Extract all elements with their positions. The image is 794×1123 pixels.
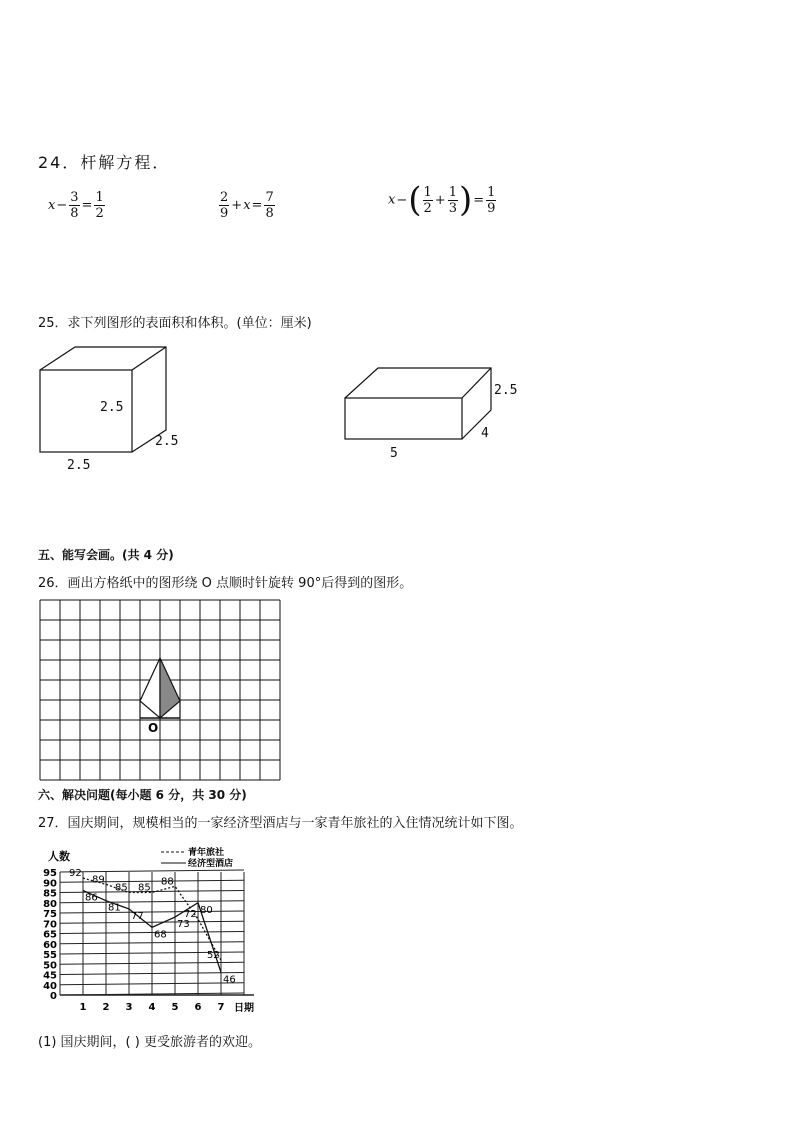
chart-data-label: 80 xyxy=(200,904,213,916)
eq3-equals: = xyxy=(473,192,485,208)
chart-y-tick-label: 40 xyxy=(43,980,57,992)
eq3-left-paren: ( xyxy=(408,180,422,220)
chart-y-tick-label: 70 xyxy=(43,919,57,931)
chart-y-tick-label: 60 xyxy=(43,939,57,951)
eq1-equals: = xyxy=(81,198,93,213)
eq2-fraction-a: $\frac{2}{9}$ xyxy=(220,190,229,221)
q24-title: 24．杆解方程． xyxy=(38,153,171,172)
eq2-var: x xyxy=(243,198,251,213)
eq3-var: x xyxy=(388,192,396,208)
eq3-plus: + xyxy=(434,192,446,208)
chart-data-label: 85 xyxy=(115,882,128,894)
chart-data-label: 52 xyxy=(207,950,220,962)
chart-data-label: 85 xyxy=(138,882,151,894)
legend-series-1: 青年旅社 xyxy=(188,848,225,858)
q27-title: 27．国庆期间，规模相当的一家经济型酒店与一家青年旅社的入住情况统计如下图。 xyxy=(38,816,523,831)
chart-y-tick-label: 65 xyxy=(43,929,57,941)
equation-2 xyxy=(218,190,276,221)
chart-x-tick-label: 1 xyxy=(79,1002,87,1013)
chart-data-label: 46 xyxy=(223,974,236,986)
chart-data-label: 73 xyxy=(177,919,190,931)
chart-data-label: 81 xyxy=(108,902,121,914)
line-chart xyxy=(36,840,276,1020)
chart-x-tick-label: 6 xyxy=(194,1002,202,1013)
eq1-fraction-a: $\frac{3}{8}$ xyxy=(70,190,79,221)
chart-y-tick-label: 90 xyxy=(43,878,57,890)
chart-y-tick-label: 75 xyxy=(43,909,57,920)
chart-data-label: 86 xyxy=(85,892,98,904)
chart-data-label: 88 xyxy=(161,876,174,888)
chart-x-tick-label: 3 xyxy=(125,1002,133,1013)
cuboid-height-label: 2.5 xyxy=(494,383,518,398)
section-5-heading: 五、能写会画。(共 4 分) xyxy=(38,548,174,562)
chart-gridline-horizontal xyxy=(60,870,244,872)
chart-x-axis-label: 日期 xyxy=(234,1003,254,1014)
equation-3 xyxy=(388,180,497,220)
kite-right-half-shaded xyxy=(160,658,180,718)
chart-y-tick-label: 95 xyxy=(43,868,57,879)
chart-data-label: 68 xyxy=(154,929,167,941)
section-6-heading: 六、解决问题(每小题 6 分，共 30 分) xyxy=(38,788,247,802)
cube-width-label: 2.5 xyxy=(67,458,91,473)
grid-paper xyxy=(38,598,282,782)
chart-x-tick-label: 4 xyxy=(148,1002,156,1013)
chart-y-tick-label: 85 xyxy=(43,888,57,900)
cuboid-width-label: 5 xyxy=(390,446,398,461)
chart-data-label: 77 xyxy=(131,910,144,922)
chart-legend xyxy=(161,846,233,869)
eq1-var: x xyxy=(48,198,56,213)
q26-title: 26．画出方格纸中的图形绕 O 点顺时针旋转 90°后得到的图形。 xyxy=(38,576,413,591)
eq3-fraction-b: $\frac{1}{3}$ xyxy=(448,184,457,216)
eq1-fraction-b: $\frac{1}{2}$ xyxy=(95,190,104,221)
kite-left-half xyxy=(140,658,160,718)
legend-series-2: 经济型酒店 xyxy=(188,859,234,869)
chart-data-label: 72 xyxy=(184,909,197,921)
chart-x-tick-label: 5 xyxy=(171,1002,179,1013)
chart-data-label: 92 xyxy=(69,868,82,880)
chart-y-tick-label: 0 xyxy=(50,991,57,1002)
eq2-equals: = xyxy=(251,198,263,213)
cube-depth-label: 2.5 xyxy=(155,434,179,449)
chart-y-axis-label: 人数 xyxy=(48,850,70,863)
eq2-fraction-b: $\frac{7}{8}$ xyxy=(265,190,274,221)
eq2-plus: + xyxy=(231,198,243,213)
chart-y-tick-label: 45 xyxy=(43,970,57,982)
chart-y-tick-label: 50 xyxy=(43,960,57,972)
chart-y-tick-label: 55 xyxy=(43,950,57,961)
equation-1 xyxy=(48,190,106,221)
cuboid-figure xyxy=(335,358,505,448)
chart-x-tick-label: 2 xyxy=(102,1002,110,1013)
chart-y-tick-label: 80 xyxy=(43,898,57,910)
eq3-right-paren: ) xyxy=(458,180,473,220)
eq3-minus: − xyxy=(396,192,408,208)
cube-height-label: 2.5 xyxy=(100,400,124,415)
eq3-fraction-c: $\frac{1}{9}$ xyxy=(487,184,496,216)
chart-x-tick-label: 7 xyxy=(217,1002,225,1013)
q27-sub1: (1) 国庆期间，( ) 更受旅游者的欢迎。 xyxy=(38,1035,261,1050)
point-o-label: O xyxy=(148,721,159,735)
q25-title: 25．求下列图形的表面积和体积。(单位：厘米) xyxy=(38,316,312,331)
eq3-fraction-a: $\frac{1}{2}$ xyxy=(423,184,432,216)
chart-data-label: 89 xyxy=(92,874,105,886)
eq1-minus: − xyxy=(56,198,68,213)
cuboid-depth-label: 4 xyxy=(481,426,489,441)
